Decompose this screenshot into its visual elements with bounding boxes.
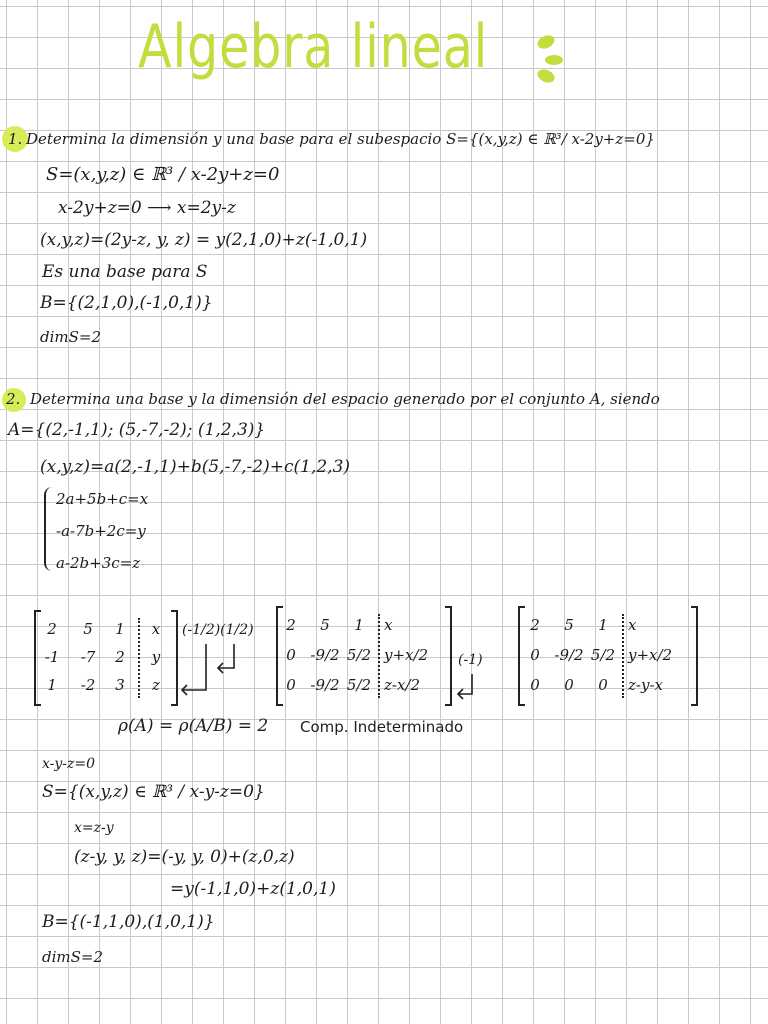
matrix-cell: -7 <box>80 648 96 666</box>
sparkle-icon <box>532 30 568 86</box>
matrix-cell: 5 <box>320 616 330 634</box>
augment-separator <box>622 614 624 698</box>
matrix-cell: 2 <box>115 648 125 666</box>
p2-line-4: x=z-y <box>74 820 114 836</box>
p2-basis: B={(-1,1,0),(1,0,1)} <box>42 912 215 932</box>
augment-separator <box>138 618 140 698</box>
p1-basis: B={(2,1,0),(-1,0,1)} <box>40 293 213 313</box>
matrix-cell: 5/2 <box>590 646 616 664</box>
system-eq-1: 2a+5b+c=x <box>56 490 149 508</box>
matrix-cell: 5/2 <box>346 676 372 694</box>
problem-1-statement: Determina la dimensión y una base para el subespacio S={(x,y,z) ∈ ℝ³/ x-2y+z=0} <box>26 130 655 148</box>
matrix-cell: -9/2 <box>310 676 340 694</box>
p1-line-2: x-2y+z=0 ⟶ x=2y-z <box>58 198 236 218</box>
matrix-cell: -1 <box>44 648 60 666</box>
p2-line-3: S={(x,y,z) ∈ ℝ³ / x-y-z=0} <box>42 782 265 802</box>
problem-2-statement: Determina una base y la dimensión del espacio generado por el conjunto A, siendo <box>30 390 660 408</box>
p2-dimension: dimS=2 <box>42 948 104 966</box>
matrix-cell: 1 <box>354 616 364 634</box>
matrix-cell: x <box>384 616 393 634</box>
matrix-cell: 2 <box>530 616 540 634</box>
row-op-2: (-1) <box>458 652 483 668</box>
row-op-1: (-1/2)(1/2) <box>182 622 254 638</box>
matrix-1 <box>34 612 178 704</box>
matrix-cell: 5 <box>564 616 574 634</box>
matrix-cell: 0 <box>598 676 608 694</box>
matrix-cell: 2 <box>47 620 57 638</box>
matrix-3 <box>518 608 698 704</box>
system-eq-3: a-2b+3c=z <box>56 554 141 572</box>
matrix-cell: 3 <box>115 676 125 694</box>
matrix-cell: 1 <box>598 616 608 634</box>
matrix-cell: 0 <box>564 676 574 694</box>
system-classification: Comp. Indeterminado <box>300 718 464 736</box>
p1-dimension: dimS=2 <box>40 328 102 346</box>
system-brace <box>44 487 54 571</box>
problem-1-number: 1. <box>8 130 23 148</box>
matrix-cell: 1 <box>47 676 57 694</box>
matrix-cell: y+x/2 <box>628 646 673 664</box>
p1-line-4: Es una base para S <box>42 262 208 282</box>
matrix-cell: -2 <box>80 676 96 694</box>
system-eq-2: -a-7b+2c=y <box>56 522 146 540</box>
p2-line-1: (x,y,z)=a(2,-1,1)+b(5,-7,-2)+c(1,2,3) <box>40 457 351 477</box>
matrix-2 <box>276 608 452 704</box>
matrix-cell: 0 <box>286 646 296 664</box>
augment-separator <box>378 614 380 698</box>
matrix-cell: z-y-x <box>628 676 663 694</box>
matrix-cell: z-x/2 <box>384 676 421 694</box>
p2-set-a: A={(2,-1,1); (5,-7,-2); (1,2,3)} <box>8 420 266 440</box>
matrix-cell: 5 <box>83 620 93 638</box>
p1-line-3: (x,y,z)=(2y-z, y, z) = y(2,1,0)+z(-1,0,1) <box>40 230 368 250</box>
p2-line-6: =y(-1,1,0)+z(1,0,1) <box>170 879 336 899</box>
matrix-cell: x <box>151 620 161 638</box>
problem-2-number: 2. <box>6 390 21 408</box>
p1-line-1: S=(x,y,z) ∈ ℝ³ / x-2y+z=0 <box>46 164 280 185</box>
matrix-cell: z <box>152 676 160 694</box>
p2-line-2: x-y-z=0 <box>42 756 96 772</box>
page-title: Algebra lineal <box>138 12 489 82</box>
matrix-cell: 0 <box>530 676 540 694</box>
matrix-cell: y <box>151 648 161 666</box>
matrix-cell: 2 <box>286 616 296 634</box>
matrix-cell: y+x/2 <box>384 646 429 664</box>
row-op-arrow <box>452 670 482 702</box>
matrix-cell: -9/2 <box>554 646 584 664</box>
matrix-cell: 0 <box>286 676 296 694</box>
matrix-cell: 0 <box>530 646 540 664</box>
matrix-cell: -9/2 <box>310 646 340 664</box>
matrix-cell: x <box>628 616 637 634</box>
p2-line-5: (z-y, y, z)=(-y, y, 0)+(z,0,z) <box>74 847 295 867</box>
matrix-cell: 5/2 <box>346 646 372 664</box>
row-op-arrows <box>178 640 248 700</box>
matrix-cell: 1 <box>115 620 125 638</box>
rank-line: ρ(A) = ρ(A/B) = 2 <box>118 716 269 736</box>
